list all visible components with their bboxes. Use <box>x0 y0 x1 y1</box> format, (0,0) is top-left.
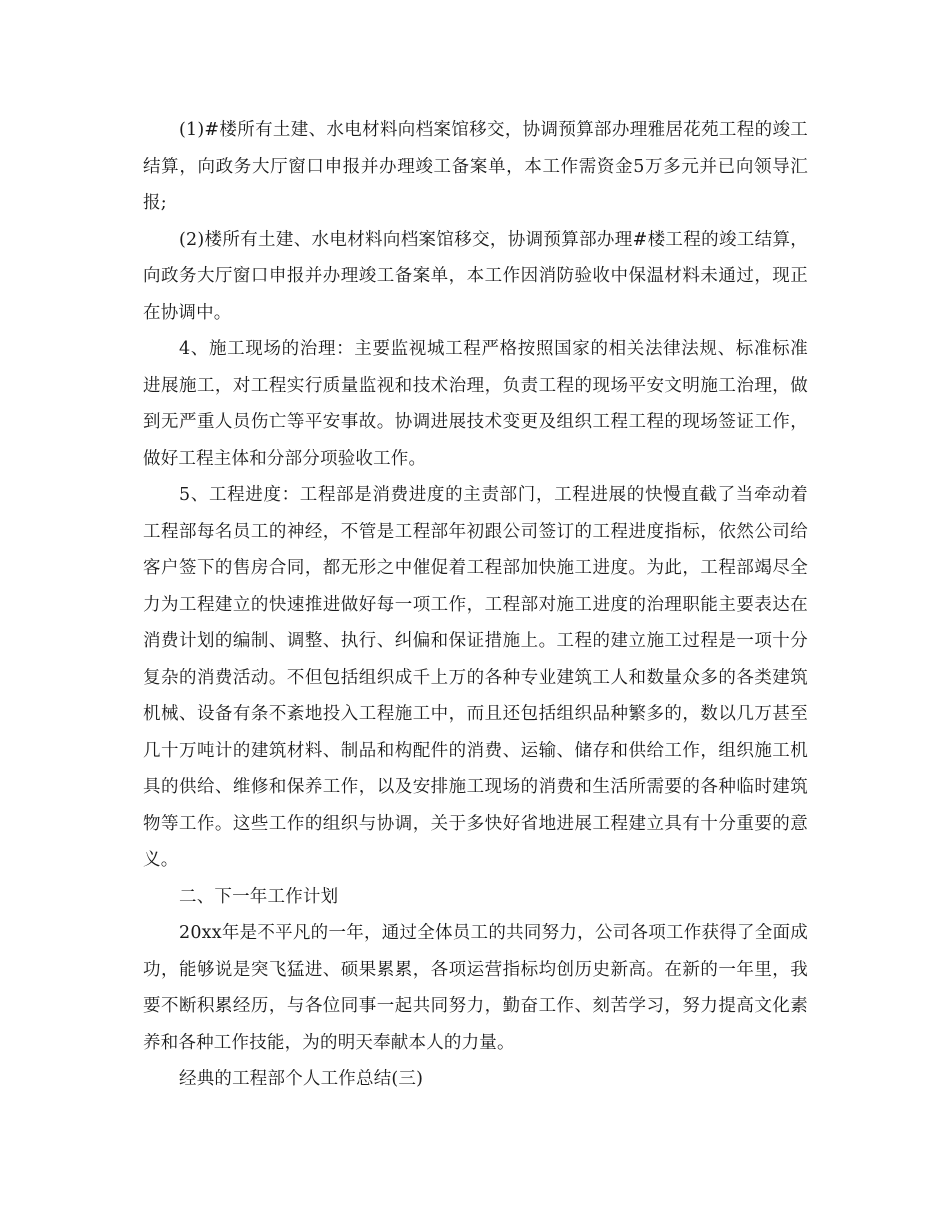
document-body <box>143 112 808 1098</box>
paragraph-section-4: 4、施工现场的治理：主要监视城工程严格按照国家的相关法律法规、标准标准进展施工，对工程实行质量监视和技术治理，负责工程的现场平安文明施工治理，做到无严重人员伤亡等平安事故。协调进展技术变更及组织工程工程的现场签证工作，做好工程主体和分部分项验收工作。 <box>143 339 808 469</box>
section-heading-summary-3: 经典的工程部个人工作总结(三) <box>179 1069 424 1089</box>
paragraph-plan: 20xx年是不平凡的一年，通过全体员工的共同努力，公司各项工作获得了全面成功，能够说是突飞猛进、硕果累累，各项运营指标均创历史新高。在新的一年里，我要不断积累经历，与各位同事一起共同努力，勤奋工作、刻苦学习，努力提高文化素养和各种工作技能，为的明天奉献本人的力量。 <box>143 923 808 1053</box>
section-heading-next-year-plan: 二、下一年工作计划 <box>179 886 339 907</box>
paragraph-section-5: 5、工程进度：工程部是消费进度的主责部门，工程进展的快慢直截了当牵动着工程部每名员工的神经，不管是工程部年初跟公司签订的工程进度指标，依然公司给客户签下的售房合同，都无形之中催促着工程部加快施工进度。为此，工程部竭尽全力为工程建立的快速推进做好每一项工作，工程部对施工进度的治理职能主要表达在消费计划的编制、调整、执行、纠偏和保证措施上。工程的建立施工过程是一项十分复杂的消费活动。不但包括组织成千上万的各种专业建筑工人和数量众多的各类建筑机械、设备有条不紊地投入工程施工中，而且还包括组织品种繁多的，数以几万甚至几十万吨计的建筑材料、制品和构配件的消费、运输、储存和供给工作，组织施工机具的供给、维修和保养工作，以及安排施工现场的消费和生活所需要的各种临时建筑物等工作。这些工作的组织与协调，关于多快好省地进展工程建立具有十分重要的意义。 <box>143 485 808 870</box>
paragraph-item-2: (2)楼所有土建、水电材料向档案馆移交，协调预算部办理#楼工程的竣工结算，向政务大厅窗口申报并办理竣工备案单，本工作因消防验收中保温材料未通过，现正在协调中。 <box>143 229 808 323</box>
paragraph-item-1: (1)#楼所有土建、水电材料向档案馆移交，协调预算部办理雅居花苑工程的竣工结算，向政务大厅窗口申报并办理竣工备案单，本工作需资金5万多元并已向领导汇报; <box>143 120 808 213</box>
